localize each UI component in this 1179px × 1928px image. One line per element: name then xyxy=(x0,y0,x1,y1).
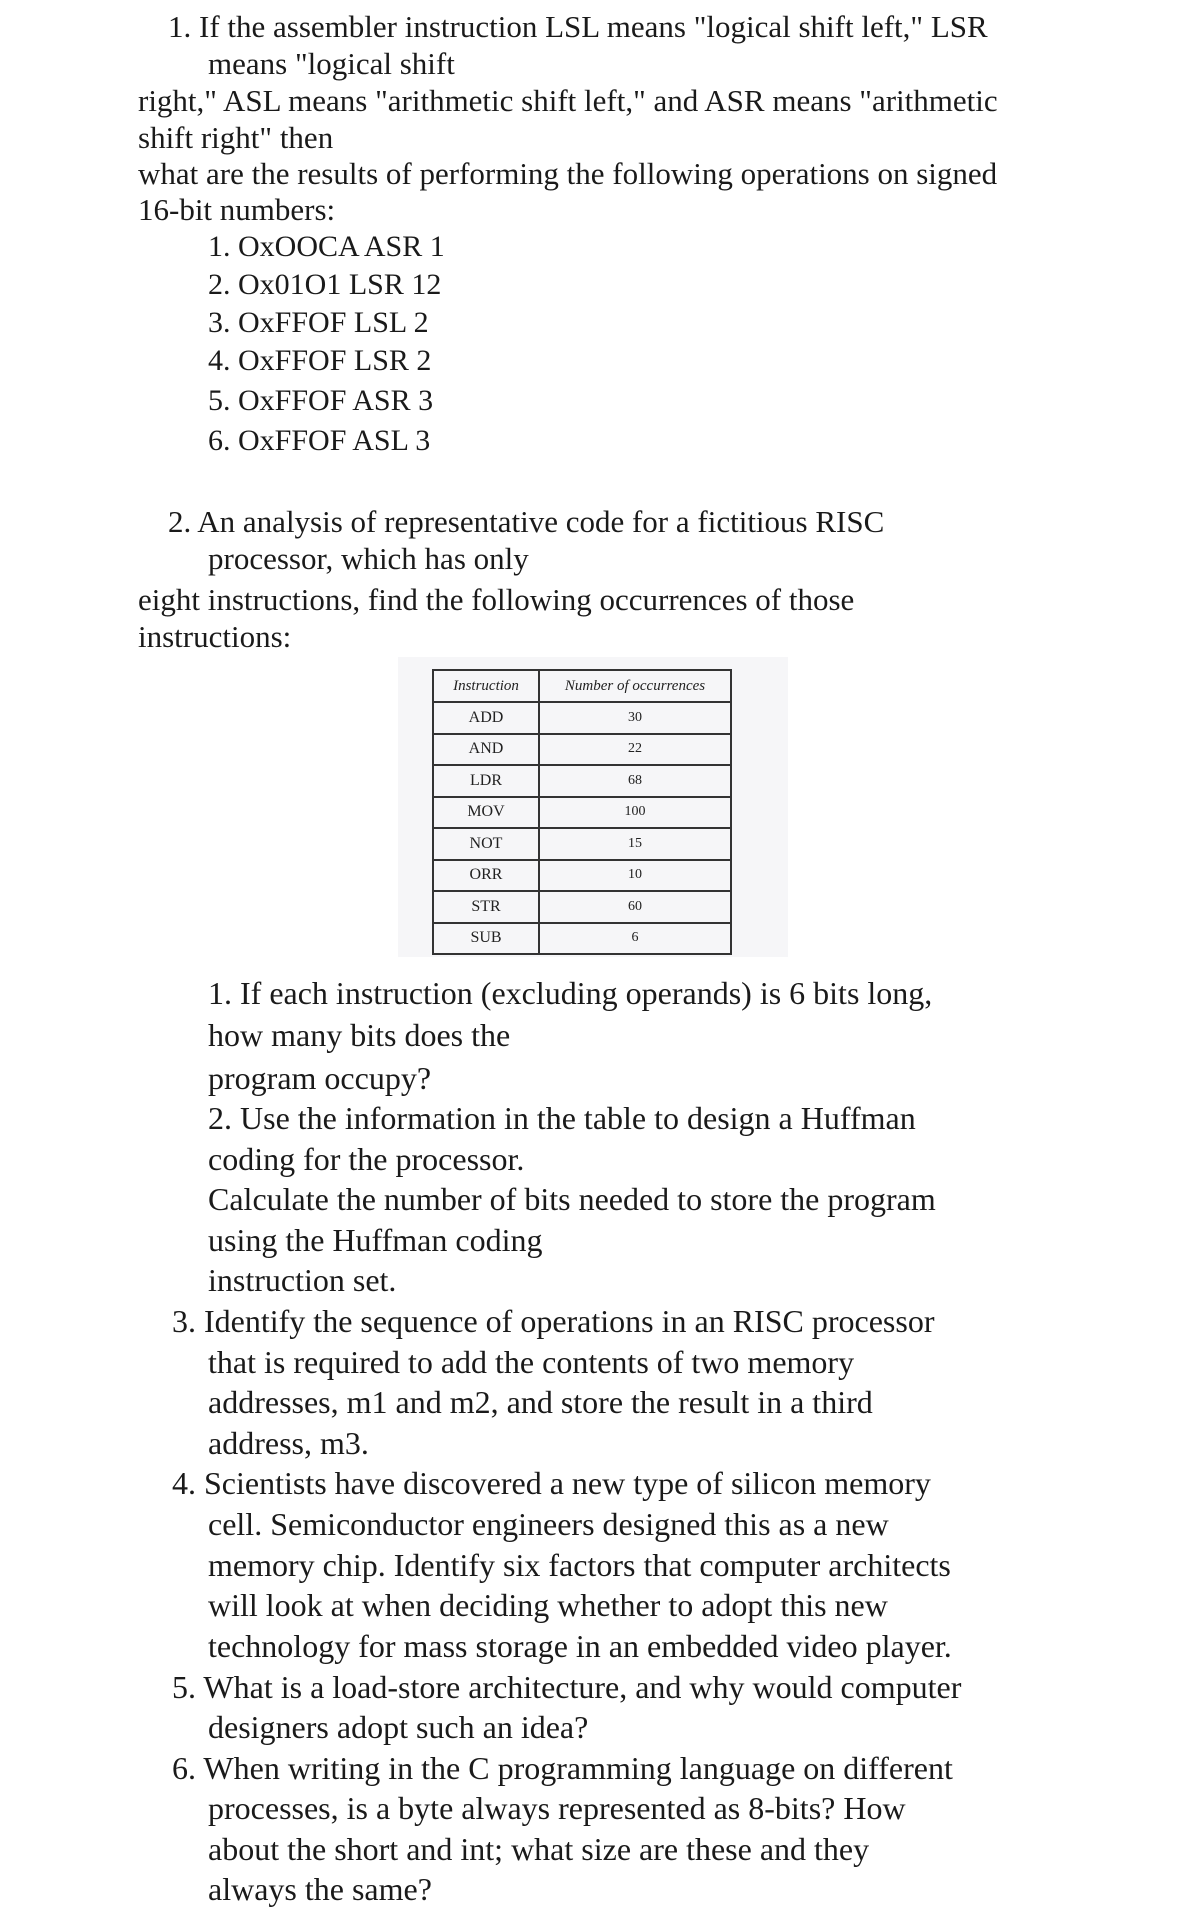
q2-sub2-line-4: using the Huffman coding xyxy=(208,1222,543,1258)
occurrence-cell: 6 xyxy=(539,923,731,955)
q4-line-4: will look at when deciding whether to adopt this new xyxy=(208,1587,888,1623)
header-occurrences: Number of occurrences xyxy=(539,670,731,702)
occurrence-cell: 30 xyxy=(539,702,731,734)
q1-line-2: means "logical shift xyxy=(208,46,455,81)
q4-line-2: cell. Semiconductor engineers designed this as a new xyxy=(208,1506,889,1542)
q1-line-3: right," ASL means "arithmetic shift left," and ASR means "arithmetic xyxy=(138,83,998,118)
q2-line-4: instructions: xyxy=(138,619,292,654)
instruction-cell: ADD xyxy=(433,702,539,734)
q4-line-1: 4. Scientists have discovered a new type of silicon memory xyxy=(172,1465,931,1501)
q2-sub1-line-1: 1. If each instruction (excluding operands) is 6 bits long, xyxy=(208,975,933,1011)
table-row xyxy=(433,702,731,734)
header-instruction: Instruction xyxy=(433,670,539,702)
q5-line-2: designers adopt such an idea? xyxy=(208,1709,589,1745)
q2-line-3: eight instructions, find the following occurrences of those xyxy=(138,582,855,617)
q4-line-5: technology for mass storage in an embedded video player. xyxy=(208,1628,952,1664)
q1-item-3: 3. OxFFOF LSL 2 xyxy=(208,306,429,339)
q2-sub1-line-2: how many bits does the xyxy=(208,1017,511,1053)
occurrence-table-image xyxy=(398,657,788,957)
q2-sub1-line-3: program occupy? xyxy=(208,1060,432,1096)
table-row xyxy=(433,734,731,766)
q1-line-6: 16-bit numbers: xyxy=(138,192,336,227)
q1-item-2: 2. Ox01O1 LSR 12 xyxy=(208,268,442,301)
instruction-cell: LDR xyxy=(433,765,539,797)
q1-item-6: 6. OxFFOF ASL 3 xyxy=(208,424,431,457)
table-row xyxy=(433,828,731,860)
q3-line-2: that is required to add the contents of two memory xyxy=(208,1344,855,1380)
q6-line-1: 6. When writing in the C programming language on different xyxy=(172,1750,953,1786)
table-row xyxy=(433,797,731,829)
q3-line-4: address, m3. xyxy=(208,1425,369,1461)
instruction-cell: NOT xyxy=(433,828,539,860)
q6-line-4: always the same? xyxy=(208,1871,432,1907)
q6-line-3: about the short and int; what size are these and they xyxy=(208,1831,870,1867)
q5-line-1: 5. What is a load-store architecture, and why would computer xyxy=(172,1669,962,1705)
occurrence-cell: 60 xyxy=(539,891,731,923)
instruction-cell: MOV xyxy=(433,797,539,829)
table-row xyxy=(433,923,731,955)
q1-line-1: 1. If the assembler instruction LSL means "logical shift left," LSR xyxy=(168,9,988,44)
q4-line-3: memory chip. Identify six factors that computer architects xyxy=(208,1547,951,1583)
q2-sub2-line-3: Calculate the number of bits needed to store the program xyxy=(208,1181,936,1217)
q2-line-2: processor, which has only xyxy=(208,541,529,576)
q2-line-1: 2. An analysis of representative code for a fictitious RISC xyxy=(168,504,885,539)
occurrence-cell: 68 xyxy=(539,765,731,797)
instruction-cell: STR xyxy=(433,891,539,923)
occurrence-cell: 100 xyxy=(539,797,731,829)
table-row xyxy=(433,765,731,797)
q2-sub2-line-1: 2. Use the information in the table to design a Huffman xyxy=(208,1100,916,1136)
instruction-cell: SUB xyxy=(433,923,539,955)
q1-line-5: what are the results of performing the following operations on signed xyxy=(138,156,998,191)
q2-sub2-line-5: instruction set. xyxy=(208,1262,397,1298)
q1-line-4: shift right" then xyxy=(138,120,334,155)
q3-line-3: addresses, m1 and m2, and store the result in a third xyxy=(208,1384,873,1420)
q1-item-1: 1. OxOOCA ASR 1 xyxy=(208,230,445,263)
occurrence-cell: 15 xyxy=(539,828,731,860)
q3-line-1: 3. Identify the sequence of operations in an RISC processor xyxy=(172,1303,935,1339)
table-row xyxy=(433,860,731,892)
table-header-row xyxy=(433,670,731,702)
instruction-cell: ORR xyxy=(433,860,539,892)
q1-item-4: 4. OxFFOF LSR 2 xyxy=(208,344,432,377)
occurrence-cell: 10 xyxy=(539,860,731,892)
table-row xyxy=(433,891,731,923)
q6-line-2: processes, is a byte always represented as 8-bits? How xyxy=(208,1790,906,1826)
q2-sub2-line-2: coding for the processor. xyxy=(208,1141,525,1177)
instruction-cell: AND xyxy=(433,734,539,766)
occurrence-cell: 22 xyxy=(539,734,731,766)
occurrence-table xyxy=(432,669,732,955)
q1-item-5: 5. OxFFOF ASR 3 xyxy=(208,384,434,417)
